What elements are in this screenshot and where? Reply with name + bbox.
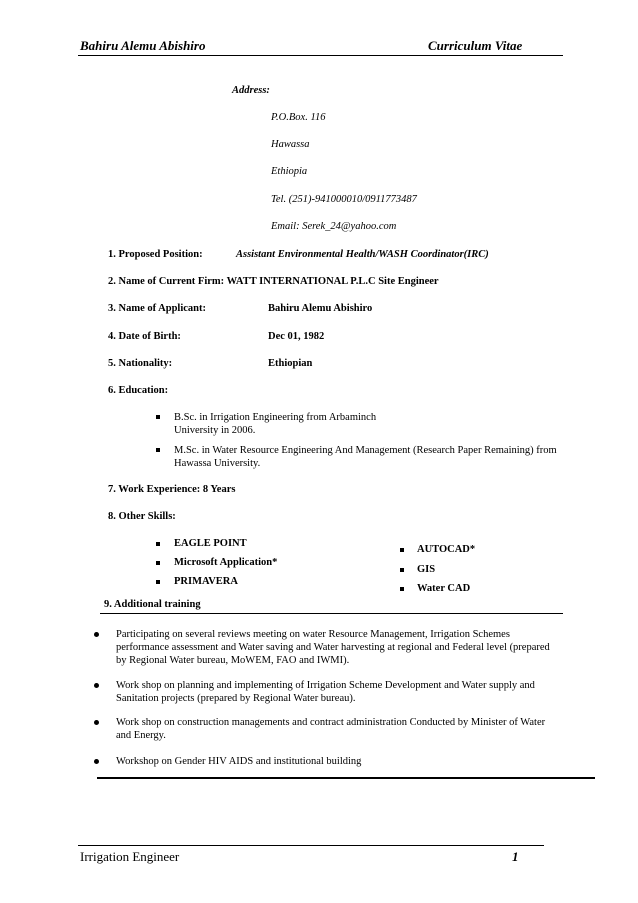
nationality-label: 5. Nationality:: [108, 358, 173, 369]
training-item-line: Work shop on planning and implementing of Irrigation Scheme Development and Water supply and: [116, 680, 535, 691]
applicant-value: Bahiru Alemu Abishiro: [268, 303, 373, 314]
bullet-icon: [94, 720, 99, 725]
work-experience: 7. Work Experience: 8 Years: [108, 484, 236, 495]
page-number: 1: [512, 849, 519, 864]
bullet-icon: [94, 683, 99, 688]
education-label: 6. Education:: [108, 385, 169, 396]
address-pobox: P.O.Box. 116: [271, 112, 326, 123]
square-bullet-icon: [156, 580, 160, 584]
skill-item: Microsoft Application*: [174, 557, 278, 568]
education-item: [174, 411, 376, 437]
square-bullet-icon: [156, 561, 160, 565]
training-item-line: by Regional Water bureau, MoWEM, FAO and IWMI).: [116, 655, 350, 666]
education-item-line: Hawassa University.: [174, 458, 261, 469]
training-item-line: Work shop on construction managements and contract administration Conducted by Minister of Water: [116, 717, 546, 728]
skill-item: EAGLE POINT: [174, 538, 247, 549]
training-item: [116, 628, 550, 667]
training-item-line: Workshop on Gender HIV AIDS and institutional building: [116, 756, 362, 767]
address-city: Hawassa: [271, 139, 310, 150]
training-item: [116, 679, 535, 705]
square-bullet-icon: [400, 568, 404, 572]
education-item: [174, 444, 557, 470]
dob-label: 4. Date of Birth:: [108, 331, 181, 342]
bullet-icon: [94, 759, 99, 764]
address-country: Ethiopia: [271, 166, 308, 177]
square-bullet-icon: [400, 548, 404, 552]
skill-item: AUTOCAD*: [417, 544, 476, 555]
skill-item: GIS: [417, 564, 436, 575]
position-label: 1. Proposed Position:: [108, 249, 203, 260]
training-item: [116, 755, 361, 768]
section-rule: [100, 613, 563, 614]
skill-item: PRIMAVERA: [174, 576, 238, 587]
footer-role: Irrigation Engineer: [80, 849, 180, 864]
skill-item: Water CAD: [417, 583, 471, 594]
square-bullet-icon: [156, 415, 160, 419]
section-end-rule: [97, 777, 595, 779]
current-firm-line: 2. Name of Current Firm: WATT INTERNATIONAL P.L.C Site Engineer: [108, 276, 439, 287]
nationality-value: Ethiopian: [268, 358, 313, 369]
bullet-icon: [94, 632, 99, 637]
square-bullet-icon: [400, 587, 404, 591]
square-bullet-icon: [156, 542, 160, 546]
applicant-label: 3. Name of Applicant:: [108, 303, 206, 314]
additional-training-label: 9. Additional training: [104, 599, 201, 610]
training-item: [116, 716, 545, 742]
training-item-line: Sanitation projects (prepared by Regional Water bureau).: [116, 693, 356, 704]
position-value: Assistant Environmental Health/WASH Coordinator(IRC): [236, 249, 489, 260]
header-name: Bahiru Alemu Abishiro: [80, 38, 206, 53]
address-phone: Tel. (251)-941000010/0911773487: [271, 194, 417, 205]
education-item-line: B.Sc. in Irrigation Engineering from Arbaminch: [174, 412, 377, 423]
training-item-line: Participating on several reviews meeting on water Resource Management, Irrigation Schemes: [116, 629, 510, 640]
education-item-line: University in 2006.: [174, 425, 256, 436]
address-email: Email: Serek_24@yahoo.com: [271, 221, 397, 232]
header-title: Curriculum Vitae: [428, 38, 523, 53]
header-rule: [78, 55, 563, 56]
training-item-line: performance assessment and Water saving and Water harvesting at regional and Federal level (prepared: [116, 642, 550, 653]
footer-rule: [78, 845, 544, 846]
training-item-line: and Energy.: [116, 730, 166, 741]
education-item-line: M.Sc. in Water Resource Engineering And Management (Research Paper Remaining) from: [174, 445, 557, 456]
other-skills-label: 8. Other Skills:: [108, 511, 176, 522]
square-bullet-icon: [156, 448, 160, 452]
address-label: Address:: [232, 85, 270, 96]
dob-value: Dec 01, 1982: [268, 331, 325, 342]
